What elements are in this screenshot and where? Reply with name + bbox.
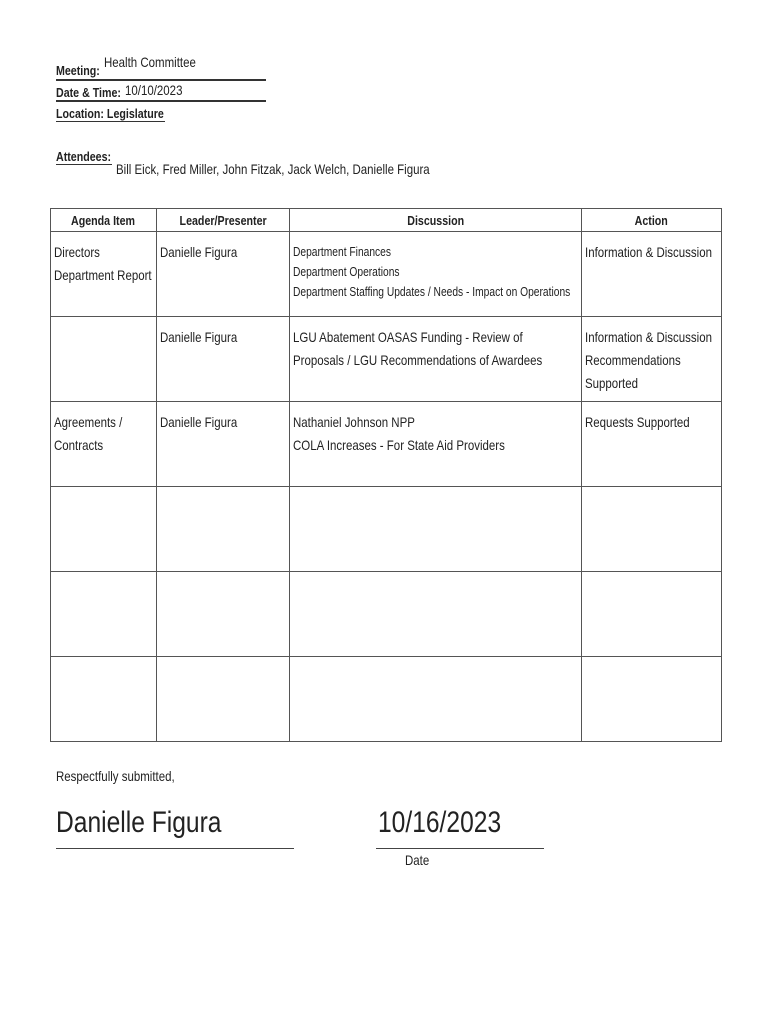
table-row-empty <box>51 657 722 742</box>
leader-name: Danielle Figura <box>160 329 238 345</box>
meeting-value: Health Committee <box>104 54 196 70</box>
column-header-leader: Leader/Presenter <box>157 209 290 232</box>
meeting-underline <box>56 79 266 81</box>
meeting-label: Meeting: <box>56 63 100 78</box>
table-row-empty <box>51 572 722 657</box>
column-header-agenda-item: Agenda Item <box>51 209 157 232</box>
agenda-table <box>50 208 722 742</box>
datetime-value: 10/10/2023 <box>125 82 183 98</box>
attendees-label: Attendees: <box>56 149 112 164</box>
discussion-line: COLA Increases - For State Aid Providers <box>293 437 505 453</box>
discussion-cell <box>290 402 582 487</box>
action-line: Information & Discussion <box>585 329 712 345</box>
discussion-line: Department Staffing Updates / Needs - Impact on Operations <box>293 285 571 299</box>
attendees-value: Bill Eick, Fred Miller, John Fitzak, Jack Welch, Danielle Figura <box>116 161 430 177</box>
signature-line <box>56 848 294 849</box>
agenda-item-cell <box>51 317 157 402</box>
column-header-discussion: Discussion <box>290 209 582 232</box>
datetime-label: Date & Time: <box>56 85 121 100</box>
location-underline <box>56 121 165 122</box>
discussion-line: Department Operations <box>293 265 400 279</box>
discussion-cell <box>290 572 582 657</box>
action-cell <box>582 572 722 657</box>
discussion-line: Department Finances <box>293 245 392 259</box>
action-line: Supported <box>585 375 638 391</box>
leader-cell <box>157 487 290 572</box>
leader-cell <box>157 317 290 402</box>
agenda-item-line: Department Report <box>54 267 152 283</box>
leader-cell <box>157 657 290 742</box>
table-row <box>51 232 722 317</box>
discussion-line: Proposals / LGU Recommendations of Awardees <box>293 352 543 368</box>
table-row <box>51 317 722 402</box>
leader-cell <box>157 572 290 657</box>
discussion-line: LGU Abatement OASAS Funding - Review of <box>293 329 523 345</box>
action-cell <box>582 487 722 572</box>
discussion-cell <box>290 232 582 317</box>
datetime-underline <box>56 100 266 102</box>
closing-text: Respectfully submitted, <box>56 768 175 784</box>
date-label: Date <box>405 852 430 868</box>
leader-name: Danielle Figura <box>160 244 238 260</box>
leader-cell <box>157 402 290 487</box>
action-cell <box>582 232 722 317</box>
table-row <box>51 402 722 487</box>
column-header-action: Action <box>582 209 722 232</box>
attendees-underline <box>56 164 112 165</box>
agenda-item-cell <box>51 657 157 742</box>
agenda-item-cell <box>51 232 157 317</box>
agenda-item-cell <box>51 402 157 487</box>
signature-date: 10/16/2023 <box>378 806 502 839</box>
action-cell <box>582 317 722 402</box>
agenda-item-cell <box>51 572 157 657</box>
leader-name: Danielle Figura <box>160 414 238 430</box>
discussion-cell <box>290 487 582 572</box>
action-line: Recommendations <box>585 352 681 368</box>
agenda-item-line: Directors <box>54 244 100 260</box>
signature-name: Danielle Figura <box>56 806 222 839</box>
agenda-item-cell <box>51 487 157 572</box>
table-row-empty <box>51 487 722 572</box>
discussion-cell <box>290 317 582 402</box>
action-cell <box>582 657 722 742</box>
discussion-line: Nathaniel Johnson NPP <box>293 414 415 430</box>
date-line <box>376 848 544 849</box>
agenda-item-line: Contracts <box>54 437 104 453</box>
action-line: Information & Discussion <box>585 244 712 260</box>
table-header-row <box>51 209 722 232</box>
action-cell <box>582 402 722 487</box>
location-label: Location: Legislature <box>56 106 164 121</box>
action-line: Requests Supported <box>585 414 690 430</box>
leader-cell <box>157 232 290 317</box>
discussion-cell <box>290 657 582 742</box>
agenda-item-line: Agreements / <box>54 414 123 430</box>
